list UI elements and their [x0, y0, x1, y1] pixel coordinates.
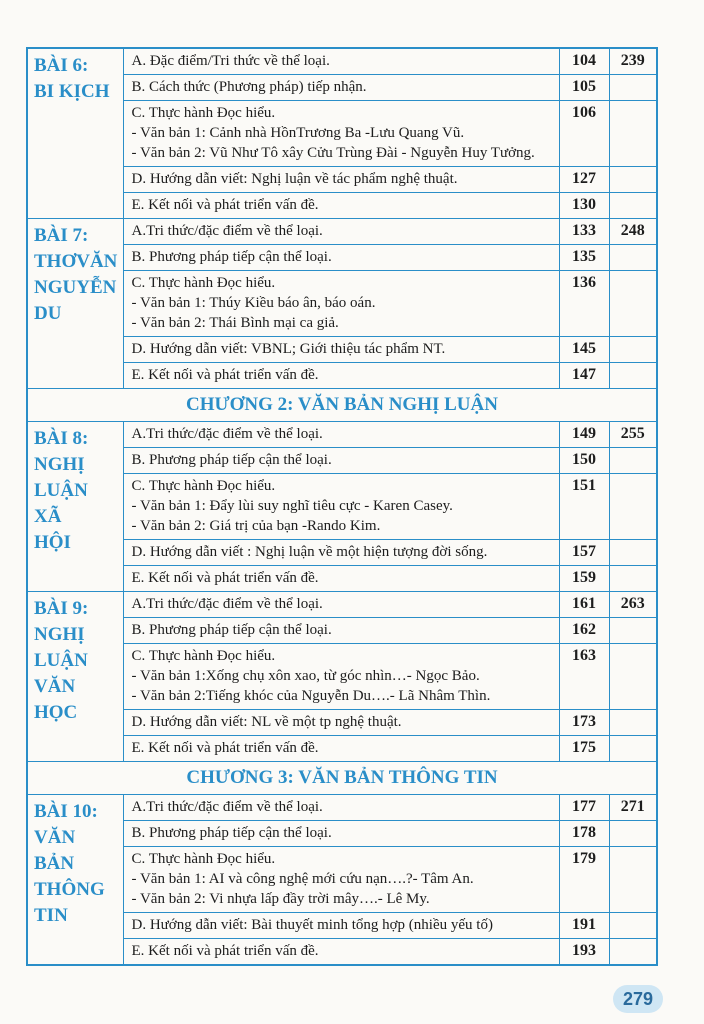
answer-page-number [609, 448, 657, 474]
section-line: A.Tri thức/đặc điểm về thể loại. [131, 223, 323, 239]
chapter-row [27, 762, 657, 795]
section-line: C. Thực hành Đọc hiểu. [131, 105, 276, 121]
answer-page-number [609, 644, 657, 710]
section-line: B. Phương pháp tiếp cận thể loại. [131, 825, 332, 841]
section-line: B. Cách thức (Phương pháp) tiếp nhận. [131, 79, 367, 95]
section-page-number: 135 [559, 245, 609, 271]
section-line: E. Kết nối và phát triển vấn đề. [131, 367, 319, 383]
table-row [27, 422, 657, 448]
answer-page-number [609, 271, 657, 337]
section-content [123, 101, 559, 167]
section-content [123, 75, 559, 101]
section-content [123, 939, 559, 966]
section-content [123, 448, 559, 474]
section-page-number: 104 [559, 48, 609, 75]
section-line: D. Hướng dẫn viết: VBNL; Giới thiệu tác phẩm NT. [131, 341, 446, 357]
section-content [123, 422, 559, 448]
section-page-number: 191 [559, 913, 609, 939]
section-page-number: 177 [559, 795, 609, 821]
answer-page-number: 255 [609, 422, 657, 448]
section-content [123, 736, 559, 762]
section-line: - Văn bản 2: Thái Bình mại ca giả. [131, 315, 339, 331]
lesson-title-line: NGHỊ [34, 624, 85, 645]
section-line: D. Hướng dẫn viết: Bài thuyết minh tổng hợp (nhiều yếu tố) [131, 917, 493, 933]
section-page-number: 193 [559, 939, 609, 966]
section-page-number: 159 [559, 566, 609, 592]
section-content [123, 795, 559, 821]
lesson-title-line: THÔNG [34, 879, 105, 900]
section-page-number: 136 [559, 271, 609, 337]
section-content [123, 566, 559, 592]
answer-page-number: 263 [609, 592, 657, 618]
answer-page-number [609, 566, 657, 592]
lesson-title-line: TIN [34, 905, 68, 926]
answer-page-number [609, 710, 657, 736]
lesson-title-line: BÀI 6: [34, 55, 89, 76]
section-content [123, 337, 559, 363]
section-line: - Văn bản 1: AI và công nghệ mới cứu nạn….?- Tâm An. [131, 871, 474, 887]
section-content [123, 219, 559, 245]
answer-page-number [609, 245, 657, 271]
answer-page-number [609, 618, 657, 644]
section-line: C. Thực hành Đọc hiểu. [131, 275, 276, 291]
section-page-number: 133 [559, 219, 609, 245]
section-page-number: 163 [559, 644, 609, 710]
section-line: - Văn bản 2: Giá trị của bạn -Rando Kim. [131, 518, 381, 534]
lesson-title-line: BI KỊCH [34, 81, 110, 102]
chapter-title: CHƯƠNG 2: VĂN BẢN NGHỊ LUẬN [27, 389, 657, 422]
lesson-title-line: THƠVĂN [34, 251, 118, 272]
section-line: A. Đặc điểm/Tri thức về thể loại. [131, 53, 330, 69]
answer-page-number: 271 [609, 795, 657, 821]
section-page-number: 105 [559, 75, 609, 101]
answer-page-number [609, 913, 657, 939]
lesson-title [27, 795, 123, 966]
section-line: A.Tri thức/đặc điểm về thể loại. [131, 426, 323, 442]
chapter-title: CHƯƠNG 3: VĂN BẢN THÔNG TIN [27, 762, 657, 795]
table-of-contents [26, 47, 658, 966]
answer-page-number [609, 540, 657, 566]
section-line: - Văn bản 1:Xống chụ xôn xao, từ góc nhìn…- Ngọc Bảo. [131, 668, 480, 684]
lesson-title-line: BÀI 9: [34, 598, 89, 619]
lesson-title-line: VĂN BẢN [34, 827, 76, 874]
lesson-title [27, 48, 123, 219]
section-content [123, 48, 559, 75]
section-page-number: 173 [559, 710, 609, 736]
answer-page-number [609, 337, 657, 363]
lesson-title [27, 422, 123, 592]
section-line: E. Kết nối và phát triển vấn đề. [131, 943, 319, 959]
section-line: - Văn bản 1: Thúy Kiều báo ân, báo oán. [131, 295, 376, 311]
section-line: C. Thực hành Đọc hiểu. [131, 478, 276, 494]
lesson-title-line: HỌC [34, 702, 78, 723]
section-line: D. Hướng dẫn viết: NL về một tp nghệ thuật. [131, 714, 402, 730]
section-page-number: 127 [559, 167, 609, 193]
answer-page-number: 248 [609, 219, 657, 245]
section-page-number: 151 [559, 474, 609, 540]
answer-page-number [609, 101, 657, 167]
section-line: A.Tri thức/đặc điểm về thể loại. [131, 799, 323, 815]
answer-page-number: 239 [609, 48, 657, 75]
section-content [123, 167, 559, 193]
section-content [123, 271, 559, 337]
section-line: E. Kết nối và phát triển vấn đề. [131, 570, 319, 586]
lesson-title-line: NGHỊ [34, 454, 85, 475]
lesson-title-line: LUẬN [34, 650, 88, 671]
answer-page-number [609, 75, 657, 101]
section-content [123, 474, 559, 540]
lesson-title-line: BÀI 7: [34, 225, 89, 246]
section-line: C. Thực hành Đọc hiểu. [131, 648, 276, 664]
section-line: E. Kết nối và phát triển vấn đề. [131, 740, 319, 756]
lesson-title-line: BÀI 8: [34, 428, 89, 449]
section-line: - Văn bản 2:Tiếng khóc của Nguyễn Du….- Lã Nhâm Thìn. [131, 688, 491, 704]
lesson-title-line: LUẬN XÃ [34, 480, 88, 527]
lesson-title [27, 592, 123, 762]
section-content [123, 644, 559, 710]
answer-page-number [609, 736, 657, 762]
answer-page-number [609, 193, 657, 219]
answer-page-number [609, 939, 657, 966]
section-content [123, 618, 559, 644]
section-page-number: 179 [559, 847, 609, 913]
section-page-number: 150 [559, 448, 609, 474]
answer-page-number [609, 167, 657, 193]
answer-page-number [609, 821, 657, 847]
table-row [27, 48, 657, 75]
answer-page-number [609, 363, 657, 389]
answer-page-number [609, 474, 657, 540]
section-line: - Văn bản 1: Cảnh nhà HồnTrương Ba -Lưu Quang Vũ. [131, 125, 465, 141]
table-row [27, 592, 657, 618]
table-row [27, 219, 657, 245]
section-line: A.Tri thức/đặc điểm về thể loại. [131, 596, 323, 612]
lesson-title-line: DU [34, 303, 62, 324]
section-content [123, 913, 559, 939]
section-content [123, 847, 559, 913]
section-page-number: 162 [559, 618, 609, 644]
answer-page-number [609, 847, 657, 913]
section-page-number: 145 [559, 337, 609, 363]
section-line: B. Phương pháp tiếp cận thể loại. [131, 452, 332, 468]
lesson-title-line: NGUYỄN [34, 277, 117, 298]
section-page-number: 149 [559, 422, 609, 448]
section-page-number: 106 [559, 101, 609, 167]
section-line: B. Phương pháp tiếp cận thể loại. [131, 249, 332, 265]
section-line: B. Phương pháp tiếp cận thể loại. [131, 622, 332, 638]
section-line: C. Thực hành Đọc hiểu. [131, 851, 276, 867]
lesson-title-line: HỘI [34, 532, 71, 553]
section-page-number: 175 [559, 736, 609, 762]
section-line: D. Hướng dẫn viết: Nghị luận về tác phẩm nghệ thuật. [131, 171, 458, 187]
section-content [123, 821, 559, 847]
section-page-number: 130 [559, 193, 609, 219]
chapter-row [27, 389, 657, 422]
section-line: E. Kết nối và phát triển vấn đề. [131, 197, 319, 213]
section-content [123, 363, 559, 389]
section-line: - Văn bản 1: Đẩy lùi suy nghĩ tiêu cực - Karen Casey. [131, 498, 453, 514]
section-line: - Văn bản 2: Vũ Như Tô xây Cửu Trùng Đài - Nguyễn Huy Tưởng. [131, 145, 535, 161]
section-page-number: 161 [559, 592, 609, 618]
page-number: 279 [613, 985, 663, 1013]
section-line: - Văn bản 2: Vi nhựa lấp đầy trời mây….- Lê My. [131, 891, 430, 907]
section-page-number: 157 [559, 540, 609, 566]
section-content [123, 193, 559, 219]
table-row [27, 795, 657, 821]
section-content [123, 710, 559, 736]
section-content [123, 540, 559, 566]
section-page-number: 147 [559, 363, 609, 389]
section-line: D. Hướng dẫn viết : Nghị luận về một hiện tượng đời sống. [131, 544, 488, 560]
section-content [123, 245, 559, 271]
lesson-title [27, 219, 123, 389]
section-page-number: 178 [559, 821, 609, 847]
lesson-title-line: BÀI 10: [34, 801, 98, 822]
lesson-title-line: VĂN [34, 676, 76, 697]
section-content [123, 592, 559, 618]
